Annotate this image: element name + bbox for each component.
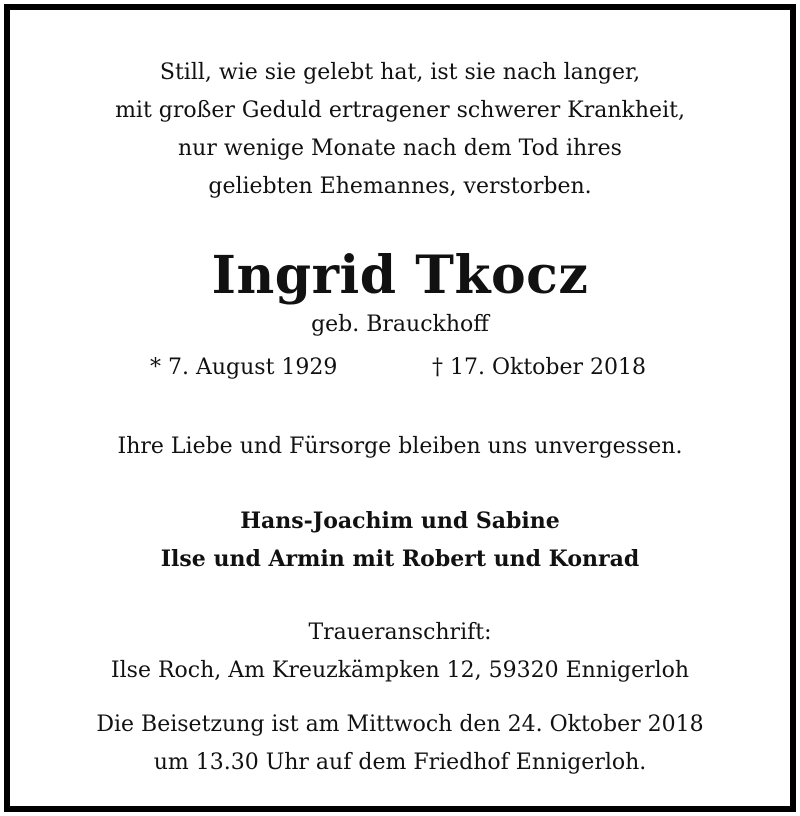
obituary-frame xyxy=(4,4,796,812)
deceased-name: Ingrid Tkocz xyxy=(211,245,589,306)
life-dates xyxy=(10,352,790,384)
intro-line-4: geliebten Ehemannes, verstorben. xyxy=(208,174,592,199)
death-date: † 17. Oktober 2018 xyxy=(432,355,647,380)
remembrance-text: Ihre Liebe und Fürsorge bleiben uns unvergessen. xyxy=(117,434,683,459)
birth-date: * 7. August 1929 xyxy=(150,355,338,380)
family-line-1: Hans-Joachim und Sabine xyxy=(240,508,560,534)
address-label: Traueranschrift: xyxy=(308,620,492,645)
intro-line-2: mit großer Geduld ertragener schwerer Krankheit, xyxy=(115,98,685,123)
intro-line-1: Still, wie sie gelebt hat, ist sie nach langer, xyxy=(159,60,641,85)
maiden-name: geb. Brauckhoff xyxy=(311,312,489,337)
funeral-line-2: um 13.30 Uhr auf dem Friedhof Ennigerloh. xyxy=(153,750,647,775)
funeral-line-1: Die Beisetzung ist am Mittwoch den 24. Oktober 2018 xyxy=(96,712,704,737)
address-value: Ilse Roch, Am Kreuzkämpken 12, 59320 Ennigerloh xyxy=(110,658,690,683)
intro-line-3: nur wenige Monate nach dem Tod ihres xyxy=(178,136,622,161)
family-line-2: Ilse und Armin mit Robert und Konrad xyxy=(160,546,640,572)
